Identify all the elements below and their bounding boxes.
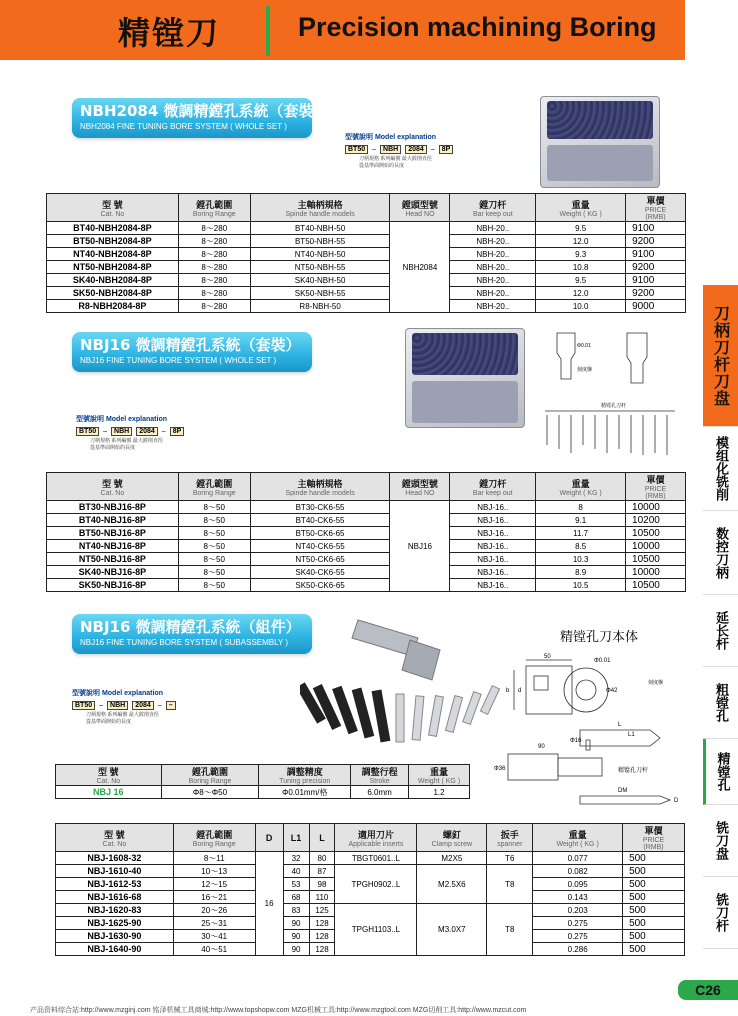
l1-cell: 83 (283, 904, 309, 917)
cat-no-cell: BT40-NBJ16-8P (47, 514, 179, 527)
model-note: 從基準面開始的長度 (359, 163, 405, 169)
cat-no-cell: NT50-NBJ16-8P (47, 553, 179, 566)
l-cell: 98 (309, 878, 335, 891)
model-part: NBH (107, 701, 128, 710)
section2-banner-cn: NBJ16 微調精鏜孔系統（套裝） (80, 336, 301, 354)
weight-cell: 0.143 (533, 891, 623, 904)
bar-cell: NBH-20.. (450, 261, 536, 274)
spindle-model-cell: BT50-NBH-55 (250, 235, 390, 248)
cat-no-cell: SK40-NBJ16-8P (47, 566, 179, 579)
table-row (47, 235, 686, 248)
weight-cell: 0.275 (533, 917, 623, 930)
boring-range-cell: 8～280 (178, 261, 250, 274)
boring-range-cell: 25～31 (173, 917, 255, 930)
model-note: 系列編號 (107, 712, 128, 718)
table-row (47, 566, 686, 579)
model-label: 型號說明 Model explanation (345, 134, 437, 141)
screw-cell: M3.0X7 (417, 904, 487, 956)
table-row (47, 287, 686, 300)
weight-cell: 8 (536, 501, 626, 514)
sidebar-item[interactable] (703, 877, 738, 949)
spanner-cell: T6 (487, 852, 533, 865)
table-row (56, 865, 685, 878)
boring-range-cell: 12～15 (173, 878, 255, 891)
dim-label: L (618, 722, 622, 728)
spindle-model-cell: R8-NBH-50 (250, 300, 390, 313)
spindle-model-cell: BT50-CK6-65 (250, 527, 390, 540)
l1-cell: 40 (283, 865, 309, 878)
sidebar-item-label: 数控刀柄 (713, 526, 728, 579)
cat-no-cell: NBJ-1640-90 (56, 943, 174, 956)
section2-banner (72, 332, 312, 372)
l1-cell: 32 (283, 852, 309, 865)
toolkit-case-photo (540, 96, 660, 188)
price-cell: 10000 (626, 566, 686, 579)
price-cell: 500 (623, 891, 685, 904)
section3-spec-table: 型 號 Cat. No 鏜孔範圍 Boring Range 調整精度 Tuning precision 調整行程 Stroke 重量 Weight ( KG ) NBJ 16 Φ8～Φ50 Φ0.01mm/格 6.0mm 1.2 (55, 764, 470, 799)
spindle-model-cell: SK40-NBH-50 (250, 274, 390, 287)
l1-cell: 90 (283, 930, 309, 943)
price-cell: 9200 (626, 287, 686, 300)
price-cell: 10500 (626, 553, 686, 566)
weight-cell: 12.0 (536, 287, 626, 300)
weight-cell: 10.3 (536, 553, 626, 566)
cat-no-cell: NBJ-1625-90 (56, 917, 174, 930)
cat-no-cell: SK50-NBH2084-8P (47, 287, 179, 300)
nbj16-case-photo (405, 328, 525, 428)
model-note: 從基準面開始的長度 (86, 719, 132, 725)
spindle-model-cell: SK40-CK6-55 (250, 566, 390, 579)
l-cell: 110 (309, 891, 335, 904)
bar-cell: NBJ-16.. (450, 527, 536, 540)
screw-cell: M2.5X6 (417, 865, 487, 904)
weight-cell: 9.5 (536, 222, 626, 235)
model-label: 型號說明 Model explanation (76, 416, 168, 423)
cat-no-cell: NBJ-1610-40 (56, 865, 174, 878)
sidebar-item-label: 铣刀盘 (713, 821, 728, 860)
sidebar-item[interactable] (703, 667, 738, 739)
model-part: 2084 (405, 145, 427, 154)
dim-label: 精镗孔刀杆 (618, 768, 649, 774)
sidebar-item[interactable] (703, 595, 738, 667)
l-cell: 128 (309, 930, 335, 943)
model-note: 刀柄規格 (86, 712, 107, 718)
table-row (47, 527, 686, 540)
cat-no-cell: NBJ-1608-32 (56, 852, 174, 865)
price-cell: 10000 (626, 501, 686, 514)
spindle-model-cell: SK50-CK6-65 (250, 579, 390, 592)
model-part: BT50 (76, 427, 99, 436)
cat-no-cell: BT30-NBJ16-8P (47, 501, 179, 514)
model-note: 最大鏜削直徑 (132, 438, 163, 444)
weight-cell: 0.286 (533, 943, 623, 956)
section1-model-explanation: 型號說明 Model explanation BT50 – NBH 2084 – 8P 刀柄規格 系列編號 最大鏜削直徑 從基準面開始的長度 (345, 132, 453, 170)
boring-range-cell: 8～50 (178, 579, 250, 592)
boring-range-cell: 16～21 (173, 891, 255, 904)
weight-cell: 10.0 (536, 300, 626, 313)
d-cell: 16 (255, 852, 283, 956)
spanner-cell: T8 (487, 865, 533, 904)
price-cell: 500 (623, 852, 685, 865)
boring-range-cell: 8～50 (178, 527, 250, 540)
price-cell: 9200 (626, 235, 686, 248)
boring-range-cell: 8～11 (173, 852, 255, 865)
bar-cell: NBJ-16.. (450, 553, 536, 566)
spindle-model-cell: SK50-NBH-55 (250, 287, 390, 300)
weight-cell: 0.077 (533, 852, 623, 865)
cat-no-cell: SK40-NBH2084-8P (47, 274, 179, 287)
sidebar-item-active[interactable]: 刀柄刀杆刀盘 (703, 285, 738, 427)
table-row (47, 222, 686, 235)
price-cell: 9200 (626, 261, 686, 274)
section1-banner (72, 98, 329, 138)
dim-label: Φ16 (570, 738, 582, 744)
boring-range-cell: 8～280 (178, 287, 250, 300)
body-title: 精镗孔刀本体 (560, 630, 639, 645)
section3-model-explanation: 型號說明 Model explanation BT50 – NBH 2084 – – 刀柄規格 系列編號 最大鏜削直徑 從基準面開始的長度 (72, 688, 176, 726)
dim-label: 90 (538, 744, 545, 750)
nbj16-set-drawing (535, 325, 685, 470)
section4-table: 型 號 Cat. No 鏜孔範圍 Boring Range D L1 L 適用刀片 Applicable inserts 螺釘 Clamp screw 扳手 spanner 重量 Weight ( KG ) 單價 PRICE (RMB) NBJ-1608-32 8～11 16 32 80 TBGT0601..L M2X5 T6 0.077 500 NBJ-1610-40 10～13 40 87 TPGH0902..L M2.5X6 T8 0.082 500 NBJ-1612-53 12～15 53 98 0.095 500 NBJ-1616-68 16～21 68 110 0.143 500 NBJ-1620-83 20～26 83 125 TPGH1103..L M3.0X7 T8 0.203 500 NBJ-1625-90 25～31 90 128 0.275 500 NBJ-1630-90 30～41 90 128 0.275 500 NBJ-1640-90 40～51 90 128 0.286 500 (55, 823, 685, 956)
price-cell: 500 (623, 878, 685, 891)
section1-banner-cn: NBH2084 微調精鏜孔系統（套裝） (80, 102, 329, 120)
weight-cell: 9.5 (536, 274, 626, 287)
body-technical-drawing (478, 648, 698, 818)
head-no-cell: NBJ16 (390, 501, 450, 592)
model-part: 2084 (132, 701, 154, 710)
header-title-cn: 精镗刀 (118, 14, 221, 52)
l1-cell: 68 (283, 891, 309, 904)
weight-cell: 9.1 (536, 514, 626, 527)
l1-cell: 53 (283, 878, 309, 891)
l-cell: 128 (309, 917, 335, 930)
table-row (47, 579, 686, 592)
dim-label: 刻度盤 (648, 680, 664, 686)
drawing-label: 精镗孔刀杆 (601, 403, 627, 409)
l-cell: 87 (309, 865, 335, 878)
model-part: NBH (380, 145, 401, 154)
weight-cell: 10.5 (536, 579, 626, 592)
weight-cell: 0.275 (533, 930, 623, 943)
table-row (47, 553, 686, 566)
table-row (56, 904, 685, 917)
sidebar-item-label: 模组化铣削 (713, 436, 728, 501)
boring-range-cell: 8～280 (178, 222, 250, 235)
model-part: NBH (111, 427, 132, 436)
sidebar-item-label: 粗镗孔 (713, 683, 728, 722)
spindle-model-cell: NT40-NBH-50 (250, 248, 390, 261)
dim-label: Φ36 (494, 766, 506, 772)
price-cell: 500 (623, 930, 685, 943)
section3-banner-cn: NBJ16 微調精鏜孔系統（組件） (80, 618, 301, 636)
price-cell: 10000 (626, 540, 686, 553)
header-title-en: Precision machining Boring (298, 12, 657, 42)
dim-label: d (518, 688, 522, 694)
bar-cell: NBH-20.. (450, 274, 536, 287)
bar-cell: NBH-20.. (450, 222, 536, 235)
model-note: 最大鏜削直徑 (128, 712, 159, 718)
boring-range-cell: 10～13 (173, 865, 255, 878)
boring-range-cell: 8～50 (178, 514, 250, 527)
insert-cell: TPGH1103..L (335, 904, 417, 956)
page-number: C26 (678, 980, 738, 1000)
price-cell: 500 (623, 865, 685, 878)
table-row (47, 514, 686, 527)
boring-range-cell: 8～280 (178, 248, 250, 261)
boring-range-cell: 8～50 (178, 566, 250, 579)
cat-no-cell: SK50-NBJ16-8P (47, 579, 179, 592)
cat-no-cell: BT40-NBH2084-8P (47, 222, 179, 235)
section1-banner-en: NBH2084 FINE TUNING BORE SYSTEM ( WHOLE SET ) (80, 122, 287, 131)
spec-cell: 6.0mm (351, 786, 409, 799)
bar-cell: NBJ-16.. (450, 579, 536, 592)
boring-range-cell: 8～50 (178, 540, 250, 553)
table-row (47, 248, 686, 261)
weight-cell: 12.0 (536, 235, 626, 248)
weight-cell: 10.8 (536, 261, 626, 274)
sidebar-item[interactable] (703, 739, 738, 805)
dim-label: D (674, 798, 679, 804)
price-cell: 9000 (626, 300, 686, 313)
l-cell: 80 (309, 852, 335, 865)
model-part: BT50 (345, 145, 368, 154)
section2-banner-en: NBJ16 FINE TUNING BORE SYSTEM ( WHOLE SET ) (80, 356, 277, 365)
section1-table: 型 號 Cat. No 鏜孔範圍 Boring Range 主軸柄規格 Spinde handle models 鏜頭型號 Head NO 鏜刀杆 Bar keep out 重量 Weight ( KG ) 單價 PRICE (RMB) BT40-NBH2084-8P 8～280 BT40-NBH-50 NBH2084 NBH-20.. 9.5 9100 BT50-NBH2084-8P 8～280 BT50-NBH-55 NBH-20.. 12.0 9200 NT40-NBH2084-8P 8～280 NT40-NBH-50 NBH-20.. 9.3 9100 NT50-NBH2084-8P 8～280 NT50-NBH-55 NBH-20.. 10.8 9200 SK40-NBH2084-8P 8～280 SK40-NBH-50 NBH-20.. 9.5 9100 SK50-NBH2084-8P 8～280 SK50-NBH-55 NBH-20.. 12.0 9200 R8-NBH2084-8P 8～280 R8-NBH-50 NBH-20.. 10.0 9000 (46, 193, 686, 313)
model-note: 系列編號 (111, 438, 132, 444)
section2-model-explanation: 型號說明 Model explanation BT50 – NBH 2084 – 8P 刀柄規格 系列編號 最大鏜削直徑 從基準面開始的長度 (76, 414, 184, 452)
l1-cell: 90 (283, 917, 309, 930)
boring-range-cell: 30～41 (173, 930, 255, 943)
model-note: 系列編號 (380, 156, 401, 162)
model-part: 2084 (136, 427, 158, 436)
bar-cell: NBH-20.. (450, 287, 536, 300)
spec-cell: Φ8～Φ50 (161, 786, 259, 799)
table-row (47, 300, 686, 313)
boring-range-cell: 20～26 (173, 904, 255, 917)
weight-cell: 9.3 (536, 248, 626, 261)
insert-cell: TPGH0902..L (335, 865, 417, 904)
model-note: 刀柄規格 (359, 156, 380, 162)
screw-cell: M2X5 (417, 852, 487, 865)
table-row (47, 261, 686, 274)
spanner-cell: T8 (487, 904, 533, 956)
sidebar-item[interactable] (703, 805, 738, 877)
dim-label: b (506, 688, 510, 694)
section3-banner (72, 614, 312, 654)
sidebar-item-label: 延长杆 (713, 611, 728, 650)
dim-label: Φ42 (606, 688, 618, 694)
header-divider (266, 6, 270, 56)
weight-cell: 0.082 (533, 865, 623, 878)
table-row (56, 852, 685, 865)
cat-no-cell: R8-NBH2084-8P (47, 300, 179, 313)
price-cell: 500 (623, 943, 685, 956)
head-no-cell: NBH2084 (390, 222, 450, 313)
boring-range-cell: 8～280 (178, 300, 250, 313)
price-cell: 9100 (626, 274, 686, 287)
bar-cell: NBH-20.. (450, 235, 536, 248)
cat-no-cell: NT50-NBH2084-8P (47, 261, 179, 274)
cat-no-cell: NBJ-1620-83 (56, 904, 174, 917)
cat-no-cell: BT50-NBH2084-8P (47, 235, 179, 248)
table-row (47, 501, 686, 514)
insert-cell: TBGT0601..L (335, 852, 417, 865)
spec-cell: Φ0.01mm/格 (259, 786, 351, 799)
spindle-model-cell: BT40-CK6-55 (250, 514, 390, 527)
price-cell: 500 (623, 904, 685, 917)
l1-cell: 90 (283, 943, 309, 956)
spindle-model-cell: NT50-CK6-65 (250, 553, 390, 566)
dim-label: 50 (544, 654, 551, 660)
model-note: 從基準面開始的長度 (90, 445, 136, 451)
spindle-model-cell: NT40-CK6-55 (250, 540, 390, 553)
table-row (47, 540, 686, 553)
l-cell: 128 (309, 943, 335, 956)
model-note: 刀柄規格 (90, 438, 111, 444)
boring-range-cell: 8～280 (178, 235, 250, 248)
cat-no-cell: BT50-NBJ16-8P (47, 527, 179, 540)
price-cell: 500 (623, 917, 685, 930)
drawing-label: 刻度盤 (577, 367, 593, 373)
bar-cell: NBJ-16.. (450, 501, 536, 514)
model-part: BT50 (72, 701, 95, 710)
boring-range-cell: 40～51 (173, 943, 255, 956)
bar-cell: NBJ-16.. (450, 540, 536, 553)
model-part: – (166, 701, 176, 710)
cat-no-cell: NT40-NBJ16-8P (47, 540, 179, 553)
boring-range-cell: 8～50 (178, 553, 250, 566)
weight-cell: 0.095 (533, 878, 623, 891)
bar-cell: NBH-20.. (450, 300, 536, 313)
cat-no-cell: NBJ-1612-53 (56, 878, 174, 891)
page-header (0, 0, 685, 60)
sidebar-item-label: 精镗孔 (714, 752, 730, 791)
model-label: 型號說明 Model explanation (72, 690, 164, 697)
weight-cell: 8.9 (536, 566, 626, 579)
price-cell: 9100 (626, 222, 686, 235)
spindle-model-cell: BT30-CK6-55 (250, 501, 390, 514)
price-cell: 9100 (626, 248, 686, 261)
bar-cell: NBH-20.. (450, 248, 536, 261)
model-note: 最大鏜削直徑 (401, 156, 432, 162)
spindle-model-cell: NT50-NBH-55 (250, 261, 390, 274)
footer-text: 产品资料综合站:http://www.mzginj.com 铭泽机械工具商城:http://www.topshopw.com MZG机械工具:http://www.mzgtool.com MZG切削工具:http://www.mzcut.com (30, 1007, 527, 1014)
price-cell: 10200 (626, 514, 686, 527)
dim-label: DM (618, 788, 628, 794)
sidebar-item[interactable] (703, 511, 738, 595)
section2-table: 型 號 Cat. No 鏜孔範圍 Boring Range 主軸柄規格 Spinde handle models 鏜頭型號 Head NO 鏜刀杆 Bar keep out 重量 Weight ( KG ) 單價 PRICE (RMB) BT30-NBJ16-8P 8～50 BT30-CK6-55 NBJ16 NBJ-16.. 8 10000 BT40-NBJ16-8P 8～50 BT40-CK6-55 NBJ-16.. 9.1 10200 BT50-NBJ16-8P 8～50 BT50-CK6-65 NBJ-16.. 11.7 10500 NT40-NBJ16-8P 8～50 NT40-CK6-55 NBJ-16.. 8.5 10000 NT50-NBJ16-8P 8～50 NT50-CK6-65 NBJ-16.. 10.3 10500 SK40-NBJ16-8P 8～50 SK40-CK6-55 NBJ-16.. 8.9 10000 SK50-NBJ16-8P 8～50 SK50-CK6-65 NBJ-16.. 10.5 10500 (46, 472, 686, 592)
spec-cell: 1.2 (409, 786, 470, 799)
boring-range-cell: 8～280 (178, 274, 250, 287)
cat-no-cell: NBJ-1616-68 (56, 891, 174, 904)
cat-no-cell: NT40-NBH2084-8P (47, 248, 179, 261)
drawing-label: Φ0.01 (577, 343, 591, 349)
model-part: 8P (439, 145, 454, 154)
price-cell: 10500 (626, 579, 686, 592)
bar-cell: NBJ-16.. (450, 514, 536, 527)
dim-label: Φ0.01 (594, 658, 611, 664)
dim-label: L1 (628, 732, 635, 738)
boring-range-cell: 8～50 (178, 501, 250, 514)
bar-cell: NBJ-16.. (450, 566, 536, 579)
weight-cell: 8.5 (536, 540, 626, 553)
cat-no-cell: NBJ-1630-90 (56, 930, 174, 943)
l-cell: 125 (309, 904, 335, 917)
table-row (47, 274, 686, 287)
price-cell: 10500 (626, 527, 686, 540)
category-sidebar (703, 285, 738, 949)
sidebar-item[interactable] (703, 427, 738, 511)
section3-banner-en: NBJ16 FINE TUNING BORE SYSTEM ( SUBASSEMBLY ) (80, 638, 289, 647)
sidebar-item-label: 铣刀杆 (713, 893, 728, 932)
weight-cell: 11.7 (536, 527, 626, 540)
spec-cell: NBJ 16 (56, 786, 162, 799)
weight-cell: 0.203 (533, 904, 623, 917)
spindle-model-cell: BT40-NBH-50 (250, 222, 390, 235)
model-part: 8P (170, 427, 185, 436)
